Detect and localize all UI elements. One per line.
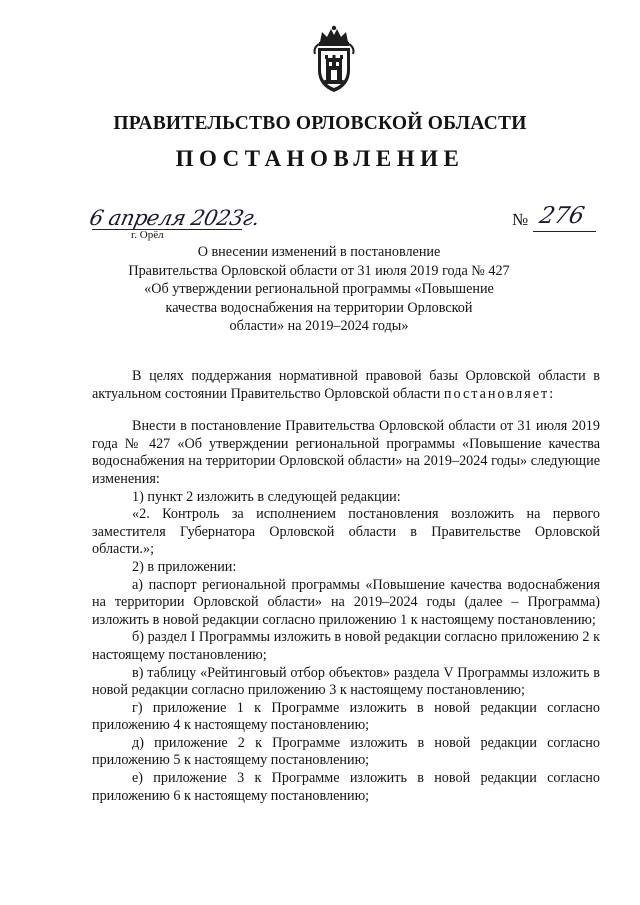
body-paragraph: 2) в приложении: [132, 558, 237, 575]
body-paragraph: «2. Контроль за исполнением постановления возложить на первого заместителя Губернатора Орловской области в Правительстве Орловской области.»; [92, 506, 600, 558]
document-subject [120, 243, 518, 336]
preamble-text: В целях поддержания нормативной правовой базы Орловской области в актуальном состоянии Правительство Орловской области [92, 368, 600, 402]
body-paragraph: д) приложение 2 к Программе изложить в новой редакции согласно приложению 5 к настоящему постановлению; [92, 734, 600, 769]
body-paragraph: е) приложение 3 к Программе изложить в новой редакции согласно приложению 6 к настоящему постановлению; [92, 770, 600, 804]
body-paragraph: 1) пункт 2 изложить в следующей редакции: [132, 488, 401, 505]
subject-line: области» на 2019–2024 годы» [229, 318, 409, 334]
coat-of-arms-emblem [312, 24, 356, 94]
number-label: № [512, 210, 529, 229]
document-body [92, 368, 600, 805]
body-paragraph: б) раздел I Программы изложить в новой редакции согласно приложению 2 к настоящему постановлению; [92, 629, 600, 663]
preamble-paragraph [92, 368, 600, 403]
preamble-verb: постановляет: [443, 385, 556, 402]
document-type-title: ПОСТАНОВЛЕНИЕ [175, 146, 465, 171]
handwritten-date: 6 апреля 2023г. [87, 206, 262, 230]
number-underline [533, 231, 596, 232]
body-paragraph: г) приложение 1 к Программе изложить в новой редакции согласно приложению 4 к настоящему постановлению; [92, 699, 600, 734]
subject-line: качества водоснабжения на территории Орловской [165, 299, 473, 316]
subject-line: О внесении изменений в постановление [197, 244, 441, 260]
body-paragraph: Внести в постановление Правительства Орловской области от 31 июля 2019 года № 427 «Об утверждении региональной программы «Повышение качества водоснабжения на территории Орловской области» на 2019–2024 годы» следующие изменения: [92, 418, 600, 487]
organization-title: ПРАВИТЕЛЬСТВО ОРЛОВСКОЙ ОБЛАСТИ [113, 113, 527, 134]
body-paragraph: в) таблицу «Рейтинговый отбор объектов» раздела V Программы изложить в новой редакции согласно приложению 3 к настоящему постановлению; [92, 664, 600, 699]
date-underline [92, 229, 242, 230]
city-label: г. Орёл [131, 229, 164, 241]
handwritten-number: 276 [537, 203, 587, 229]
body-paragraph: а) паспорт региональной программы «Повышение качества водоснабжения на территории Орловской области» на 2019–2024 годы (далее – Программа) изложить в новой редакции согласно приложению 1 к настоящему постановлению; [92, 576, 600, 628]
subject-line: Правительства Орловской области от 31 июля 2019 года № 427 [128, 262, 510, 279]
subject-line: «Об утверждении региональной программы «Повышение [144, 281, 494, 297]
